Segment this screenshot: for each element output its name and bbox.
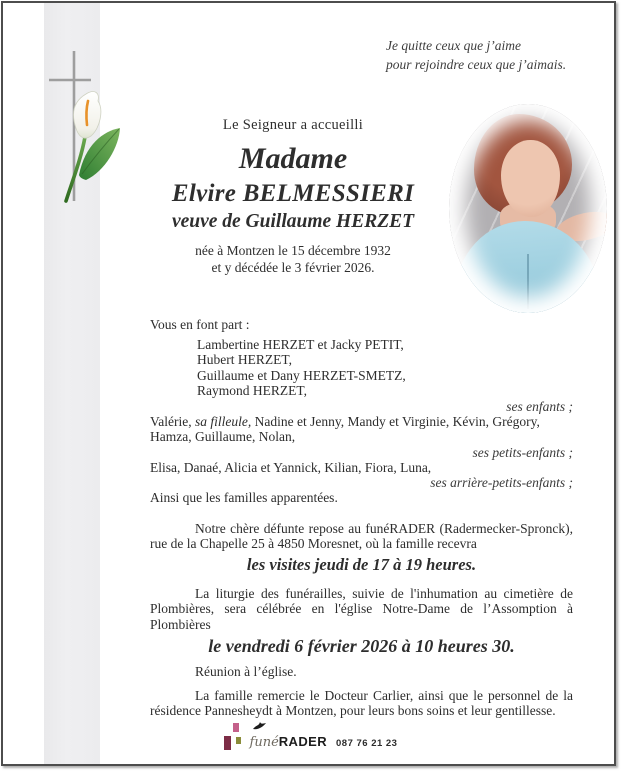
intro-line: Le Seigneur a accueilli xyxy=(222,117,364,133)
phone-number: 087 76 21 23 xyxy=(336,738,398,749)
great-grandchildren-line: Elisa, Danaé, Alicia et Yannick, Kilian, Fiora, Luna, xyxy=(150,459,432,475)
child-line: Raymond HERZET, xyxy=(197,383,307,398)
photo-oval-vignette xyxy=(449,104,607,313)
notice-lead: Vous en font part : xyxy=(150,317,250,332)
bird-icon xyxy=(252,720,267,731)
headings-block xyxy=(143,117,443,276)
liturgy-paragraph: La liturgie des funérailles, suivie de l'inhumation au cimetière de Plombières, sera célébrée en l'église Notre-Dame de l’Assomption à Plombières xyxy=(150,585,573,632)
quote-line-2: pour rejoindre ceux que j’aimais. xyxy=(386,57,567,72)
widow-line: veuve de Guillaume HERZET xyxy=(171,211,415,232)
funeral-datetime-line: le vendredi 6 février 2026 à 10 heures 30. xyxy=(208,636,515,656)
children-list xyxy=(197,337,573,399)
logo-pink-block xyxy=(233,723,239,732)
cross-lily-icon xyxy=(41,43,139,213)
goddaughter-emphasis: sa filleule, xyxy=(194,413,252,429)
grandchildren-label: ses petits-enfants ; xyxy=(472,444,573,460)
announcement-body xyxy=(150,317,573,719)
child-line: Guillaume et Dany HERZET-SMETZ, xyxy=(197,367,406,383)
logo-maroon-block xyxy=(224,736,231,750)
visits-line: les visites jeudi de 17 à 19 heures. xyxy=(246,554,477,574)
repose-paragraph: Notre chère défunte repose au funéRADER (Radermecker-Spronck), rue de la Chapelle 25 à 4850 Moresnet, où la famille recevra xyxy=(150,520,573,551)
grandchildren-rest: Nadine et Jenny, Mandy et Virginie, Kévin, Grégory, Hamza, Guillaume, Nolan, xyxy=(150,413,540,444)
meeting-line: Réunion à l’église. xyxy=(195,664,297,679)
child-line: Hubert HERZET, xyxy=(197,352,292,367)
logo-blocks-icon xyxy=(224,723,246,753)
brand-bold-part: RADER xyxy=(278,734,327,749)
brand-wordmark xyxy=(250,734,398,750)
death-line: et y décédée le 3 février 2026. xyxy=(211,260,375,275)
deceased-name: Elvire BELMESSIERI xyxy=(171,180,415,207)
children-label: ses enfants ; xyxy=(506,398,573,414)
child-line: Lambertine HERZET et Jacky PETIT, xyxy=(197,336,404,352)
thanks-paragraph: La famille remercie le Docteur Carlier, ainsi que le personnel de la résidence Pannesheydt à Montzen, pour leurs bons soins et leur gentillesse. xyxy=(150,687,573,718)
birth-line: née à Montzen le 15 décembre 1932 xyxy=(195,243,391,258)
life-dates xyxy=(143,242,443,276)
brand-light-part: funé xyxy=(249,735,279,750)
footer xyxy=(3,721,618,755)
funeral-home-logo xyxy=(224,721,398,755)
farewell-quote xyxy=(386,36,576,74)
grandchildren-prefix: Valérie, xyxy=(150,413,195,429)
great-grandchildren-label: ses arrière-petits-enfants ; xyxy=(430,475,573,490)
cross-and-lily-ornament xyxy=(41,43,139,218)
families-line: Ainsi que les familles apparentées. xyxy=(150,490,338,505)
portrait-photo xyxy=(449,104,607,313)
quote-line-1: Je quitte ceux que j’aime xyxy=(386,38,521,53)
grandchildren-line xyxy=(150,414,573,445)
memorial-card xyxy=(1,1,616,766)
logo-olive-block xyxy=(236,737,241,744)
title-madame: Madame xyxy=(238,142,348,175)
